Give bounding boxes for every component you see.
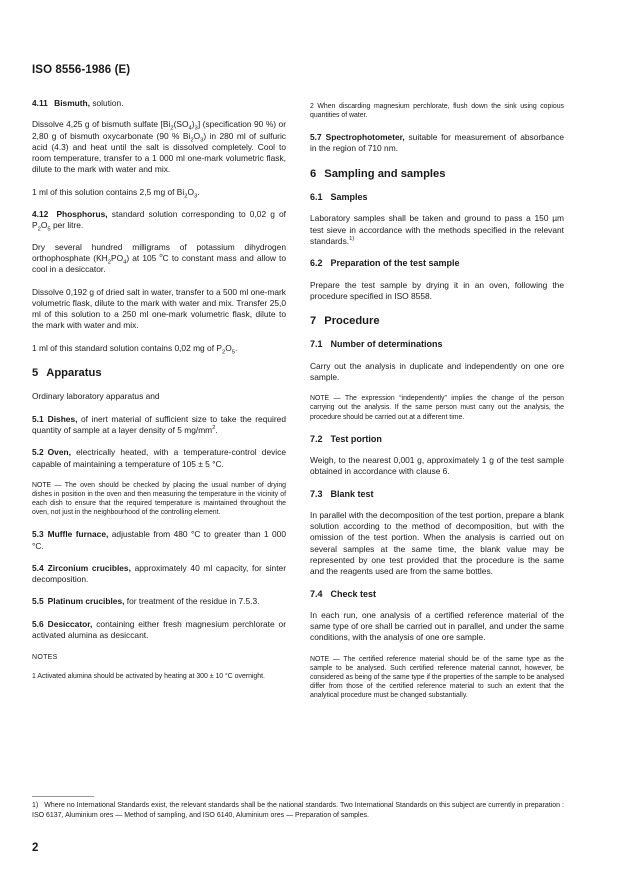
standard-reference-header: ISO 8556-1986 (E) <box>32 64 131 76</box>
clause-5-3: 5.3 Muffle furnace, adjustable from 480 °C to greater than 1 000 °C. <box>32 529 286 551</box>
section-7-1-text: Carry out the analysis in duplicate and independently on one ore sample. <box>310 360 564 383</box>
section-7-4-heading: 7.4 Check test <box>310 588 377 599</box>
right-column <box>310 102 564 712</box>
footnote: 1) Where no International Standards exist, the relevant standards shall be the national standards. Two International Standards on this subject are currently in preparation : ISO 6137, Aluminium ores — Method of sampling, and ISO 6140, Aluminium ores — Preparation of samples. <box>32 802 564 819</box>
section-7-3-heading: 7.3 Blank test <box>310 488 374 499</box>
section-5-intro: Ordinary laboratory apparatus and <box>32 391 160 402</box>
clause-4-11-paragraph-2: 1 ml of this solution contains 2,5 mg of $Bi_2O_3$. <box>32 186 200 200</box>
page-number: 2 <box>32 842 39 854</box>
section-7-3-text: In parallel with the decomposition of the test portion, prepare a blank solution according to the method of decomposition, but with the omission of the test portion. When the analysis is carried out on several samples at the same time, the blank value may be represented by one test provided that the procedure is the same and the reagents used are from the same bottles. <box>310 509 564 577</box>
clause-4-12-paragraph-3: 1 ml of this standard solution contains 0,02 mg of $P_2O_5$. <box>32 342 238 356</box>
notes-label: NOTES <box>32 654 58 662</box>
clause-4-12-heading: 4.12 Phosphorus, standard solution corresponding to 0,02 g of $P_2O_5$ per litre. <box>32 209 287 234</box>
section-6-2-text: Prepare the test sample by drying it in an oven, following the procedure specified in ISO 8558. <box>310 279 564 301</box>
section-6-2-heading: 6.2 Preparation of the test sample <box>310 258 460 269</box>
clause-4-11-heading: 4.11 Bismuth, solution. <box>32 98 124 108</box>
section-6-heading: 6 Sampling and samples <box>310 167 446 180</box>
section-7-2-heading: 7.2 Test portion <box>310 433 382 444</box>
note-2: 2 When discarding magnesium perchlorate, flush down the sink using copious quantities of water. <box>310 103 564 120</box>
clause-5-7: 5.7 Spectrophotometer, suitable for measurement of absorbance in the region of 710 nm. <box>310 132 564 154</box>
clause-5-4: 5.4 Zirconium crucibles, approximately 40 ml capacity, for sinter decomposition. <box>32 562 286 585</box>
section-7-heading: 7 Procedure <box>310 315 380 328</box>
clause-4-12-paragraph-1: Dry several hundred milligrams of potassium dihydrogen orthophosphate $(KH_2PO_4)$ at 105 $^o$C to constant mass and allow to cool in a desiccator. <box>32 241 286 275</box>
clause-5-2: 5.2 Oven, electrically heated, with a temperature-control device capable of maintaining a temperature of 105 ± 5 °C. <box>32 447 286 469</box>
left-column <box>32 98 286 693</box>
section-7-1-heading: 7.1 Number of determinations <box>310 339 443 350</box>
footnote-reference: 1) <box>349 236 355 243</box>
footnote-divider <box>32 796 94 797</box>
section-7-4-text: In each run, one analysis of a certified reference material of the same type of ore shall be carried out in parallel, and under the same conditions, with the analysis of one ore sample. <box>310 609 564 643</box>
section-6-1-text: Laboratory samples shall be taken and ground to pass a 150 µm test sieve in accordance with the methods specified in the relevant standards.$^{1)}$ <box>310 213 564 246</box>
clause-5-1: 5.1 Dishes, of inert material of sufficient size to take the required quantity of sample at a layer density of 5 $mg/mm^2$. <box>32 413 286 435</box>
clause-5-5: 5.5 Platinum crucibles, for treatment of the residue in 7.5.3. <box>32 596 260 607</box>
note-1: 1 Activated alumina should be activated by heating at 300 ± 10 °C overnight. <box>32 672 265 680</box>
section-7-4-note: NOTE — The certified reference material should be of the same type as the sample to be analysed. Such certified reference material cannot, however, be considered as being of the same type if the properties of the sample to be analysed differ from those of the certified reference material to such an extent that the analytical procedure must be changed substantially. <box>310 655 564 700</box>
clause-4-12-paragraph-2: Dissolve 0,192 g of dried salt in water, transfer to a 500 ml one-mark volumetric flask, dilute to the mark with water and mix. Transfer 25,0 ml of this solution to a 250 ml one-mark volumetric flask, dilute to the mark with water and mix. <box>32 286 286 331</box>
section-7-2-text: Weigh, to the nearest 0,001 g, approximately 1 g of the test sample obtained in accordance with clause 6. <box>310 454 564 477</box>
clause-5-6: 5.6 Desiccator, containing either fresh magnesium perchlorate or activated alumina as desiccant. <box>32 618 286 640</box>
clause-4-11-paragraph-1: Dissolve 4,25 g of bismuth sulfate $[Bi_2(SO_4)_3]$ (specification 90 %) or 2,80 g of bismuth oxycarbonate (90 % $Bi_2O_3$) in 280 ml of sulfuric acid (4.3) and heat until the salt is dissolved completely. Cool to room temperature, transfer to a 1 000 ml one-mark volumetric flask, dilute to the mark with water and mix. <box>32 119 286 175</box>
section-5-heading: 5 Apparatus <box>32 367 102 380</box>
section-7-1-note: NOTE — The expression “independently” implies the change of the person carrying out the analysis. If the same person must carry out the analysis, the procedure should be carried out at a different time. <box>310 395 564 421</box>
clause-5-2-note: NOTE — The oven should be checked by placing the usual number of drying dishes in position in the oven and then measuring the temperature in the vicinity of each dish to ensure that the required temperature is maintained throughout the oven, not just in the neighbourhood of the controlling element. <box>32 481 286 517</box>
section-6-1-heading: 6.1 Samples <box>310 192 368 203</box>
